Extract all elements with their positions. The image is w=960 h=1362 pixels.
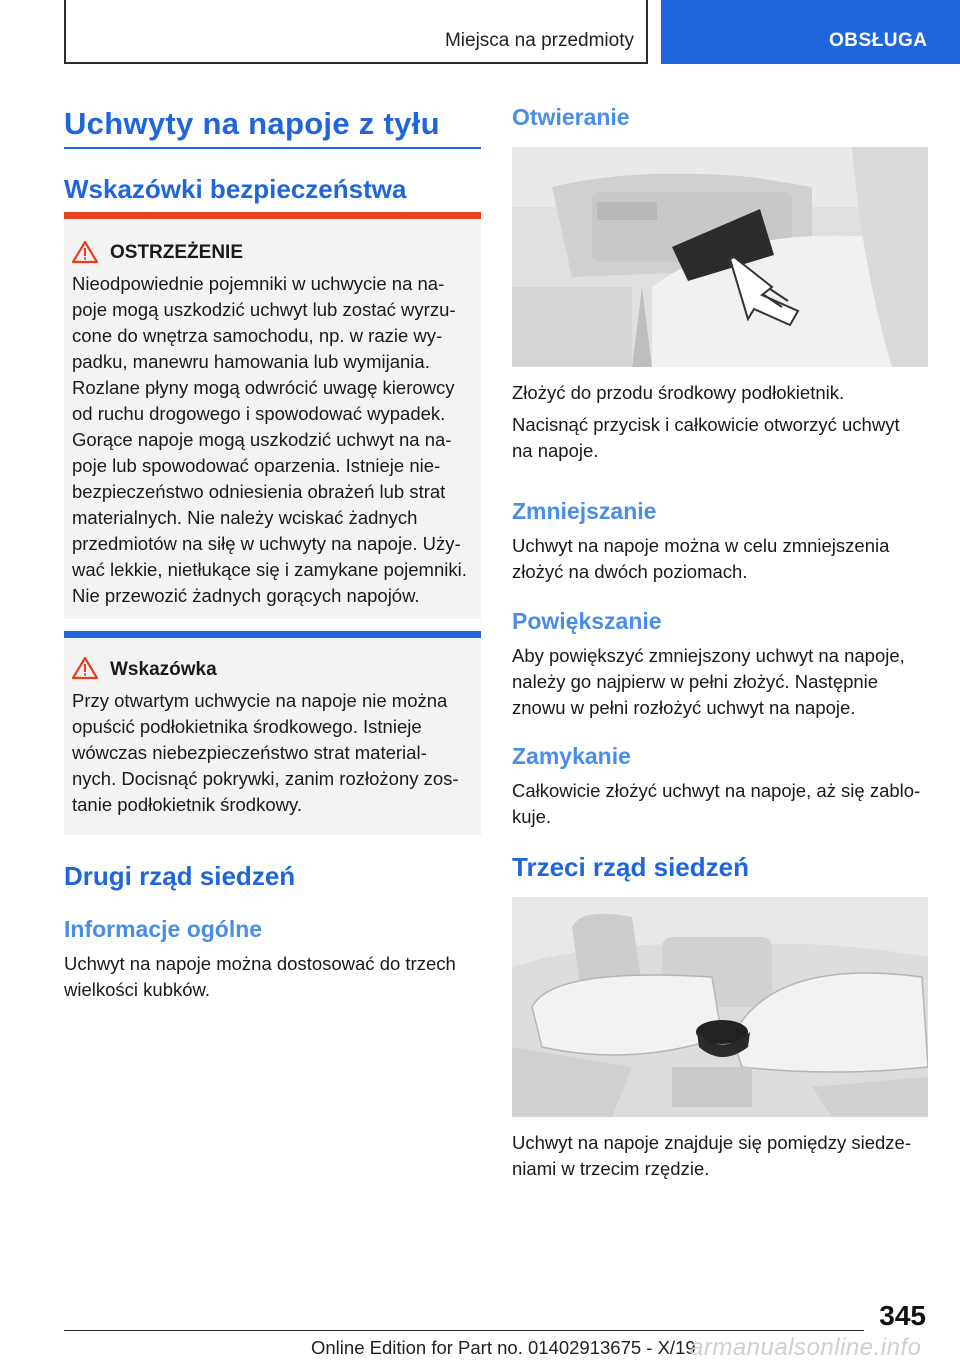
enlarge-heading: Powiększanie xyxy=(512,608,662,634)
notice-line: wówczas niebezpieczeństwo strat material- xyxy=(72,742,427,763)
warning-box xyxy=(64,212,481,619)
text-line: kuje. xyxy=(512,806,552,827)
notice-box xyxy=(64,631,481,835)
opening-step2 xyxy=(512,412,928,464)
header-section-box xyxy=(64,0,648,64)
warning-line: bezpieczeństwo odniesienia obrażeń lub strat xyxy=(72,481,446,502)
text-line: na napoje. xyxy=(512,440,599,461)
opening-step1: Złożyć do przodu środkowy podłokietnik. xyxy=(512,382,845,403)
text-line: Uchwyt na napoje można w celu zmniejszenia xyxy=(512,535,890,556)
third-row-text xyxy=(512,1130,928,1182)
warning-line: materialnych. Nie należy wciskać żadnych xyxy=(72,507,418,528)
warning-line: Gorące napoje mogą uszkodzić uchwyt na na- xyxy=(72,429,452,450)
general-info-text xyxy=(64,951,481,1003)
third-row-heading: Trzeci rząd siedzeń xyxy=(512,852,749,882)
warning-line: Nie przewozić żadnych gorących napojów. xyxy=(72,585,420,606)
close-text xyxy=(512,778,928,830)
warning-text xyxy=(72,271,474,609)
notice-text xyxy=(72,688,474,818)
opening-heading: Otwieranie xyxy=(512,104,630,130)
notice-line: nych. Docisnąć pokrywki, zanim rozłożony zos- xyxy=(72,768,459,789)
header-chapter-label: OBSŁUGA xyxy=(829,30,928,51)
text-line: Całkowicie złożyć uchwyt na napoje, aż się zablo- xyxy=(512,780,921,801)
warning-line: wać lekkie, nietłukące się i zamykane pojemniki. xyxy=(72,559,467,580)
warning-line: przedmiotów na siłę w uchwyty na napoje. Uży- xyxy=(72,533,461,554)
footer-edition: Online Edition for Part no. 01402913675 - X/19 xyxy=(311,1337,696,1358)
warning-line: cone do wnętrza samochodu, np. w razie wy- xyxy=(72,325,443,346)
enlarge-text xyxy=(512,643,928,721)
text-line: złożyć na dwóch poziomach. xyxy=(512,561,748,582)
notice-bar xyxy=(64,631,481,638)
notice-line: Przy otwartym uchwycie na napoje nie można xyxy=(72,690,448,711)
header-section-title: Miejsca na przedmioty xyxy=(444,30,634,51)
text-line: Nacisnąć przycisk i całkowicie otworzyć uchwyt xyxy=(512,414,900,435)
header-chapter-tab xyxy=(661,0,960,64)
general-info-heading: Informacje ogólne xyxy=(64,916,263,942)
second-row-heading: Drugi rząd siedzeń xyxy=(64,861,296,891)
third-row-cupholder-illustration xyxy=(512,897,928,1117)
armrest-cupholder-illustration xyxy=(512,147,928,367)
reduce-heading: Zmniejszanie xyxy=(512,498,657,524)
text-line: wielkości kubków. xyxy=(64,979,211,1000)
warning-line: poje lub spowodować oparzenia. Istnieje nie- xyxy=(72,455,441,476)
notice-triangle-icon xyxy=(72,656,98,680)
text-line: należy go najpierw w pełni złożyć. Następnie xyxy=(512,671,879,692)
text-line: Uchwyt na napoje znajduje się pomiędzy siedze- xyxy=(512,1132,911,1153)
warning-line: od ruchu drogowego i spowodować wypadek. xyxy=(72,403,446,424)
text-line: znowu w pełni rozłożyć uchwyt na napoje. xyxy=(512,697,856,718)
watermark: armanualsonline.info xyxy=(690,1334,922,1361)
page-title: Uchwyty na napoje z tyłu xyxy=(64,106,440,141)
text-line: Aby powiększyć zmniejszony uchwyt na napoje, xyxy=(512,645,905,666)
warning-line: poje mogą uszkodzić uchwyt lub zostać wyrzu- xyxy=(72,299,456,320)
page-number: 345 xyxy=(879,1300,926,1331)
warning-line: Nieodpowiednie pojemniki w uchwycie na na- xyxy=(72,273,445,294)
title-rule xyxy=(64,147,481,149)
warning-bar xyxy=(64,212,481,219)
safety-heading: Wskazówki bezpieczeństwa xyxy=(64,174,407,204)
reduce-text xyxy=(512,533,928,585)
warning-line: padku, manewru hamowania lub wymijania. xyxy=(72,351,430,372)
warning-triangle-icon xyxy=(72,240,98,264)
notice-title: Wskazówka xyxy=(110,659,217,680)
footer-rule xyxy=(64,1330,864,1331)
notice-line: opuścić podłokietnika środkowego. Istnieje xyxy=(72,716,422,737)
notice-line: tanie podłokietnik środkowy. xyxy=(72,794,303,815)
text-line: niami w trzecim rzędzie. xyxy=(512,1158,710,1179)
warning-line: Rozlane płyny mogą odwrócić uwagę kierowcy xyxy=(72,377,455,398)
text-line: Uchwyt na napoje można dostosować do trzech xyxy=(64,953,456,974)
close-heading: Zamykanie xyxy=(512,743,631,769)
warning-title: OSTRZEŻENIE xyxy=(110,242,244,263)
